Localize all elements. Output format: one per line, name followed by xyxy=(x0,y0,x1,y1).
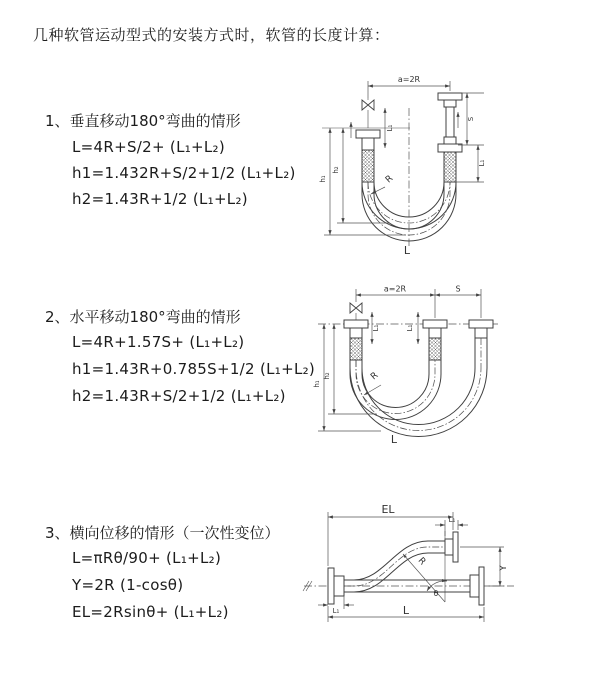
label-s: S xyxy=(455,284,461,294)
right-pipe-assembly xyxy=(438,93,462,182)
right-pipe-assembly xyxy=(469,320,493,368)
label-r: R xyxy=(415,555,428,568)
label-theta: θ xyxy=(433,589,439,598)
label-l1-top: L₁ xyxy=(448,516,456,524)
diagram-vertical-180-bend xyxy=(306,64,598,264)
section-2-formula-h2: h2=1.43R+S/2+1/2 (L₁+L₂) xyxy=(72,387,286,405)
braided-hose-section xyxy=(362,150,374,182)
dimension-a2r-s xyxy=(356,285,481,319)
section-1-heading: 1、垂直移动180°弯曲的情形 xyxy=(45,112,241,130)
label-r: R xyxy=(383,173,396,186)
label-r: R xyxy=(369,370,381,383)
label-el: EL xyxy=(381,503,395,516)
right-flange-assembly xyxy=(470,567,484,605)
dimension-l1-left xyxy=(318,596,354,615)
section-2-formula-L: L=4R+1.57S+ (L₁+L₂) xyxy=(72,333,245,351)
label-l-bottom: L xyxy=(403,244,411,257)
label-s: S xyxy=(467,116,475,122)
upper-flange-assembly xyxy=(445,532,458,562)
section-3-formula-EL: EL=2Rsinθ+ (L₁+L₂) xyxy=(72,603,229,621)
label-a2r: a=2R xyxy=(397,75,421,84)
label-h2: h₂ xyxy=(332,166,340,174)
section-1-formula-h2: h2=1.43R+1/2 (L₁+L₂) xyxy=(72,190,248,208)
diagram-horizontal-180-bend xyxy=(306,276,598,461)
valve-icon xyxy=(362,98,374,128)
angle-construction xyxy=(403,531,447,602)
dimension-h2 xyxy=(332,128,390,223)
label-h1: h₁ xyxy=(319,175,327,183)
braided-hose-section xyxy=(429,338,441,360)
section-2-heading: 2、水平移动180°弯曲的情形 xyxy=(45,308,241,326)
hose-arcs xyxy=(350,360,487,436)
section-2-formula-h1: h1=1.43R+0.785S+1/2 (L₁+L₂) xyxy=(72,360,316,378)
label-h1: h₁ xyxy=(313,380,321,388)
dimension-el xyxy=(328,503,453,566)
section-1-formula-L: L=4R+S/2+ (L₁+L₂) xyxy=(72,138,226,156)
diagram-lateral-displacement xyxy=(296,496,600,666)
dimension-l1-top xyxy=(435,516,468,536)
dimension-l xyxy=(328,604,484,622)
section-3-formula-Y: Y=2R (1-cosθ) xyxy=(72,576,184,594)
braided-hose-section xyxy=(350,338,362,360)
label-y: Y xyxy=(499,565,509,571)
dimension-s-l1-right xyxy=(456,93,486,182)
left-flange-assembly xyxy=(328,568,344,604)
middle-pipe-assembly xyxy=(406,312,447,360)
left-pipe-assembly xyxy=(344,312,380,360)
section-1-formula-h1: h1=1.432R+S/2+1/2 (L₁+L₂) xyxy=(72,164,296,182)
label-l1-right: L₁ xyxy=(478,159,486,167)
valve-icon xyxy=(350,303,362,320)
label-l-bottom: L xyxy=(390,433,398,446)
label-l1-left: L₁ xyxy=(386,124,394,132)
label-a2r: a=2R xyxy=(383,284,407,294)
left-pipe-assembly xyxy=(351,108,394,182)
label-l1-left: L₁ xyxy=(372,324,380,332)
label-h2: h₂ xyxy=(323,372,331,380)
label-l1-left: L₁ xyxy=(332,607,340,615)
section-3-heading: 3、横向位移的情形（一次性变位） xyxy=(45,524,280,542)
section-3-formula-L: L=πRθ/90+ (L₁+L₂) xyxy=(72,549,222,567)
label-l-bottom: L xyxy=(402,604,410,617)
braided-hose-section xyxy=(444,152,456,182)
label-l1-mid: L₁ xyxy=(406,324,414,332)
page-title: 几种软管运动型式的安装方式时，软管的长度计算： xyxy=(33,26,390,44)
